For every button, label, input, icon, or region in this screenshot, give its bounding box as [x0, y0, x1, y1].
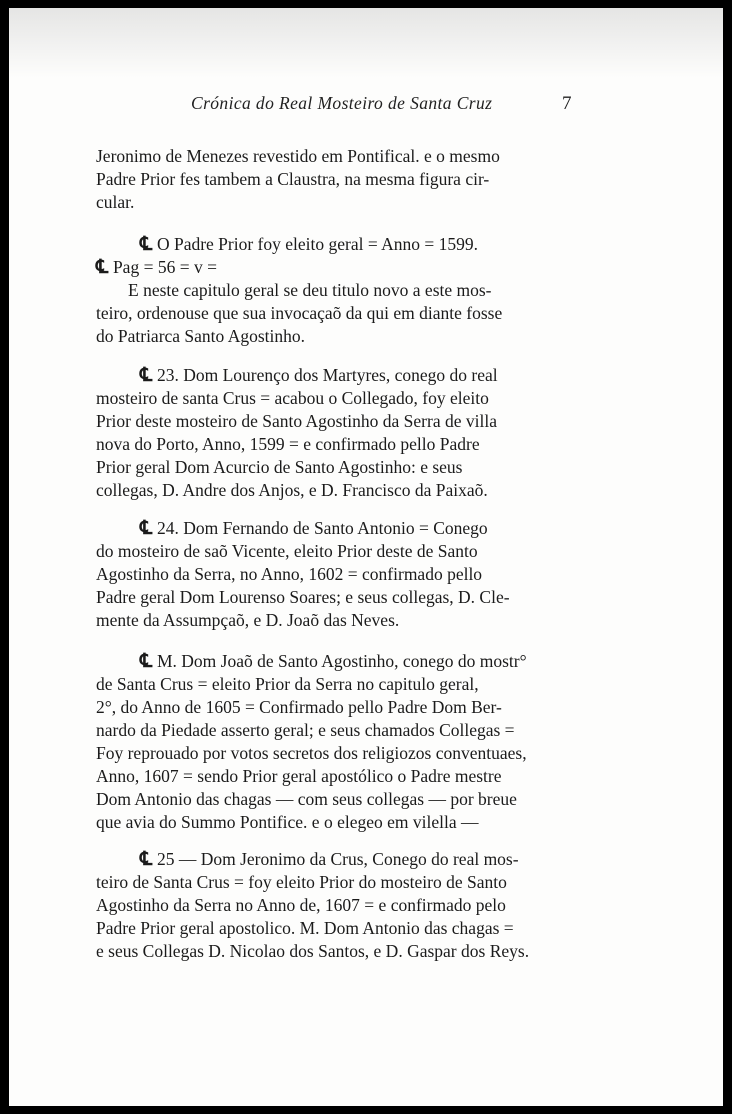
- paragraph-mark-icon: ℄: [96, 257, 113, 278]
- text-line: do Patriarca Santo Agostinho.: [96, 326, 306, 346]
- scan-shadow: [9, 8, 723, 78]
- text-line: ℄ M. Dom Joaõ de Santo Agostinho, conego do mostr°: [140, 651, 527, 672]
- text-line: ℄ Pag = 56 = v =: [96, 257, 217, 278]
- paragraph-mark-icon: ℄: [140, 365, 157, 386]
- text-line: Prior geral Dom Acurcio de Santo Agostinho: e seus: [96, 457, 463, 477]
- text-line: Padre Prior fes tambem a Claustra, na mesma figura cir-: [96, 169, 490, 189]
- text-line: Padre Prior geral apostolico. M. Dom Antonio das chagas =: [96, 918, 514, 938]
- paragraph-1: [96, 145, 586, 214]
- text-line: Agostinho da Serra, no Anno, 1602 = confirmado pello: [96, 564, 483, 584]
- text-line: 2°, do Anno de 1605 = Confirmado pello Padre Dom Ber-: [96, 697, 502, 717]
- paragraph-4: [96, 517, 586, 632]
- text-line: Padre geral Dom Lourenso Soares; e seus collegas, D. Cle-: [96, 587, 510, 607]
- text-line: Agostinho da Serra no Anno de, 1607 = e confirmado pelo: [96, 895, 506, 915]
- text-line: Anno, 1607 = sendo Prior geral apostólico o Padre mestre: [96, 766, 502, 786]
- text-line: Prior deste mosteiro de Santo Agostinho da Serra de villa: [96, 411, 497, 431]
- text-line: de Santa Crus = eleito Prior da Serra no capitulo geral,: [96, 674, 479, 694]
- text-line: Foy reprouado por votos secretos dos religiozos conventuaes,: [96, 743, 527, 763]
- text-line: ℄ 24. Dom Fernando de Santo Antonio = Conego: [140, 518, 488, 539]
- text-line: teiro de Santa Crus = foy eleito Prior do mosteiro de Santo: [96, 872, 507, 892]
- text-line: nardo da Piedade asserto geral; e seus chamados Collegas =: [96, 720, 515, 740]
- paragraph-mark-icon: ℄: [140, 518, 157, 539]
- text-line: cular.: [96, 192, 135, 212]
- text-line: teiro, ordenouse que sua invocaçaõ da qui em diante fosse: [96, 303, 503, 323]
- paragraph-mark-icon: ℄: [140, 651, 157, 672]
- text-line: do mosteiro de saõ Vicente, eleito Prior deste de Santo: [96, 541, 478, 561]
- page-number: 7: [562, 93, 572, 114]
- text-line: E neste capitulo geral se deu titulo novo a este mos-: [128, 280, 492, 300]
- text-line: ℄ 23. Dom Lourenço dos Martyres, conego do real: [140, 365, 498, 386]
- text-line: mosteiro de santa Crus = acabou o Collegado, foy eleito: [96, 388, 489, 408]
- text-line: Dom Antonio das chagas — com seus collegas — por breue: [96, 789, 517, 809]
- paragraph-6: [96, 848, 586, 963]
- text-line: mente da Assumpçaõ, e D. Joaõ das Neves.: [96, 610, 400, 630]
- paragraph-2: [96, 233, 586, 348]
- paragraph-mark-icon: ℄: [140, 849, 157, 870]
- running-title: Crónica do Real Mosteiro de Santa Cruz: [191, 93, 493, 113]
- text-line: e seus Collegas D. Nicolao dos Santos, e D. Gaspar dos Reys.: [96, 941, 530, 961]
- text-line: Jeronimo de Menezes revestido em Pontifical. e o mesmo: [96, 146, 500, 166]
- text-line: ℄ O Padre Prior foy eleito geral = Anno = 1599.: [140, 234, 479, 255]
- text-line: collegas, D. Andre dos Anjos, e D. Francisco da Paixaõ.: [96, 480, 488, 500]
- paragraph-5: [96, 650, 586, 834]
- text-line: ℄ 25 — Dom Jeronimo da Crus, Conego do real mos-: [140, 849, 519, 870]
- text-line: nova do Porto, Anno, 1599 = e confirmado pello Padre: [96, 434, 480, 454]
- text-line: que avia do Summo Pontifice. e o elegeo em vilella —: [96, 812, 479, 832]
- paragraph-mark-icon: ℄: [140, 234, 157, 255]
- paragraph-3: [96, 364, 586, 502]
